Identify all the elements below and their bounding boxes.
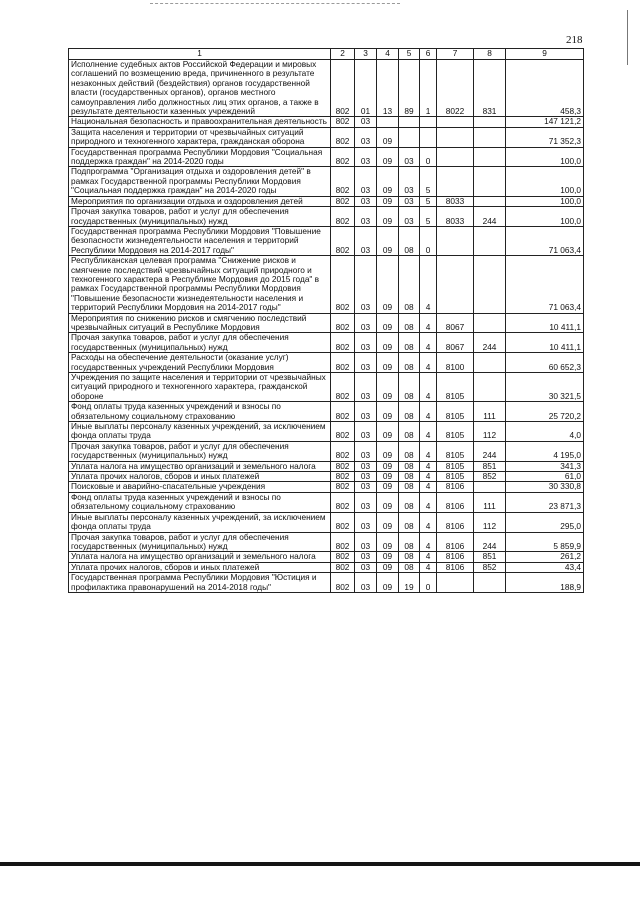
row-name-cell: Республиканская целевая программа "Снижение рисков и смягчение последствий чрезвычайных ситуаций природного и техногенного характера в Республике Мордовия до 2015 года" в рамках Государственной программы Республики Мордовия "Повышение безопасности жизнедеятельности населения и территорий Республики Мордовия на 2014-2017 годы" [69, 256, 331, 313]
row-code-cell: 03 [355, 127, 377, 147]
row-code-cell: 03 [355, 226, 377, 255]
row-name-cell: Защита населения и территории от чрезвычайных ситуаций природного и техногенного характера, гражданская оборона [69, 127, 331, 147]
row-code-cell: 03 [399, 147, 420, 167]
row-amount-cell: 30 330,8 [506, 482, 584, 492]
row-code-cell: 802 [331, 226, 355, 255]
row-code-cell [437, 127, 474, 147]
row-code-cell: 03 [399, 167, 420, 196]
column-header: 7 [437, 49, 474, 60]
row-code-cell: 08 [399, 373, 420, 402]
row-code-cell [474, 226, 506, 255]
row-code-cell [474, 147, 506, 167]
row-name-cell: Учреждения по защите населения и территории от чрезвычайных ситуаций природного и техногенного характера, гражданской обороне [69, 373, 331, 402]
row-code-cell: 802 [331, 573, 355, 593]
row-code-cell: 8022 [437, 60, 474, 117]
row-code-cell [377, 117, 399, 127]
row-code-cell: 4 [420, 472, 437, 482]
row-amount-cell: 458,3 [506, 60, 584, 117]
row-code-cell [437, 167, 474, 196]
row-code-cell: 03 [355, 402, 377, 422]
row-amount-cell: 10 411,1 [506, 333, 584, 353]
row-name-cell: Поисковые и аварийно-спасательные учреждения [69, 482, 331, 492]
row-code-cell: 03 [399, 196, 420, 206]
row-code-cell: 831 [474, 60, 506, 117]
row-code-cell: 5 [420, 196, 437, 206]
row-code-cell: 802 [331, 373, 355, 402]
row-code-cell: 112 [474, 512, 506, 532]
column-header: 4 [377, 49, 399, 60]
row-code-cell [399, 127, 420, 147]
row-code-cell [437, 256, 474, 313]
row-amount-cell: 23 871,3 [506, 492, 584, 512]
table-row [69, 461, 584, 471]
row-code-cell: 08 [399, 402, 420, 422]
row-code-cell: 09 [377, 127, 399, 147]
row-code-cell: 112 [474, 422, 506, 442]
row-code-cell: 03 [355, 147, 377, 167]
row-code-cell: 8105 [437, 441, 474, 461]
row-code-cell: 09 [377, 422, 399, 442]
row-name-cell: Уплата налога на имущество организаций и земельного налога [69, 461, 331, 471]
row-code-cell [437, 226, 474, 255]
row-name-cell: Мероприятия по организации отдыха и оздоровления детей [69, 196, 331, 206]
row-code-cell [474, 127, 506, 147]
row-code-cell: 4 [420, 532, 437, 552]
row-code-cell: 08 [399, 422, 420, 442]
row-code-cell: 802 [331, 167, 355, 196]
row-name-cell: Государственная программа Республики Мордовия "Социальная поддержка граждан" на 2014-2020 годы [69, 147, 331, 167]
row-code-cell [474, 373, 506, 402]
row-code-cell: 03 [355, 472, 377, 482]
row-code-cell [474, 256, 506, 313]
row-name-cell: Исполнение судебных актов Российской Федерации и мировых соглашений по возмещению вреда, причиненного в результате незаконных действий (бездействия) органов государственной власти (государственных органов), органов местного самоуправления либо должностных лиц этих органов, а также в результате деятельности казенных учреждений [69, 60, 331, 117]
row-amount-cell: 100,0 [506, 196, 584, 206]
row-code-cell: 03 [355, 196, 377, 206]
row-code-cell: 03 [355, 256, 377, 313]
row-code-cell: 852 [474, 562, 506, 572]
column-header: 1 [69, 49, 331, 60]
row-amount-cell: 61,0 [506, 472, 584, 482]
row-code-cell: 03 [355, 313, 377, 333]
row-code-cell: 8106 [437, 532, 474, 552]
row-code-cell: 03 [355, 573, 377, 593]
row-amount-cell: 147 121,2 [506, 117, 584, 127]
row-amount-cell: 71 063,4 [506, 256, 584, 313]
row-code-cell: 802 [331, 333, 355, 353]
scan-top-marks [150, 3, 400, 6]
row-code-cell: 03 [355, 333, 377, 353]
row-name-cell: Прочая закупка товаров, работ и услуг для обеспечения государственных (муниципальных) нужд [69, 441, 331, 461]
page-number: 218 [566, 34, 583, 46]
row-code-cell: 802 [331, 562, 355, 572]
row-code-cell: 09 [377, 256, 399, 313]
row-code-cell [420, 117, 437, 127]
row-code-cell: 8105 [437, 461, 474, 471]
table-row [69, 196, 584, 206]
row-code-cell: 8033 [437, 207, 474, 227]
row-code-cell: 09 [377, 147, 399, 167]
row-code-cell [437, 117, 474, 127]
row-amount-cell: 4 195,0 [506, 441, 584, 461]
row-code-cell: 08 [399, 353, 420, 373]
row-code-cell: 09 [377, 373, 399, 402]
row-amount-cell: 100,0 [506, 207, 584, 227]
row-code-cell: 03 [355, 167, 377, 196]
row-code-cell: 08 [399, 441, 420, 461]
row-code-cell: 03 [355, 562, 377, 572]
row-code-cell: 5 [420, 167, 437, 196]
row-code-cell: 09 [377, 552, 399, 562]
row-code-cell: 8067 [437, 333, 474, 353]
row-code-cell: 802 [331, 422, 355, 442]
row-code-cell: 8106 [437, 482, 474, 492]
row-code-cell: 03 [355, 353, 377, 373]
row-code-cell: 09 [377, 573, 399, 593]
column-number-row [69, 49, 584, 60]
table-row [69, 333, 584, 353]
row-code-cell: 802 [331, 313, 355, 333]
row-amount-cell: 100,0 [506, 147, 584, 167]
row-code-cell: 244 [474, 333, 506, 353]
row-code-cell: 4 [420, 353, 437, 373]
row-code-cell: 4 [420, 562, 437, 572]
row-code-cell: 8106 [437, 562, 474, 572]
row-code-cell: 5 [420, 207, 437, 227]
row-code-cell: 03 [355, 482, 377, 492]
row-code-cell: 852 [474, 472, 506, 482]
row-name-cell: Прочая закупка товаров, работ и услуг для обеспечения государственных (муниципальных) нужд [69, 532, 331, 552]
row-code-cell: 4 [420, 422, 437, 442]
row-code-cell [474, 313, 506, 333]
row-code-cell [474, 196, 506, 206]
table-row [69, 226, 584, 255]
row-code-cell: 08 [399, 562, 420, 572]
row-code-cell: 802 [331, 532, 355, 552]
row-code-cell: 8106 [437, 492, 474, 512]
row-code-cell: 19 [399, 573, 420, 593]
row-code-cell: 802 [331, 441, 355, 461]
row-code-cell: 08 [399, 256, 420, 313]
table-row [69, 127, 584, 147]
row-amount-cell: 43,4 [506, 562, 584, 572]
row-code-cell: 4 [420, 512, 437, 532]
row-code-cell: 09 [377, 472, 399, 482]
row-amount-cell: 341,3 [506, 461, 584, 471]
row-code-cell: 8105 [437, 472, 474, 482]
table-row [69, 313, 584, 333]
table-row [69, 492, 584, 512]
row-code-cell: 802 [331, 461, 355, 471]
row-code-cell: 802 [331, 353, 355, 373]
row-name-cell: Фонд оплаты труда казенных учреждений и взносы по обязательному социальному страхованию [69, 492, 331, 512]
row-code-cell: 09 [377, 333, 399, 353]
row-code-cell [474, 167, 506, 196]
column-header: 2 [331, 49, 355, 60]
row-code-cell: 4 [420, 482, 437, 492]
row-code-cell [474, 353, 506, 373]
column-header: 5 [399, 49, 420, 60]
row-code-cell: 08 [399, 226, 420, 255]
row-code-cell: 4 [420, 492, 437, 512]
row-name-cell: Подпрограмма "Организация отдыха и оздоровления детей" в рамках Государственной программы Республики Мордовия "Социальная поддержка граждан" на 2014-2020 годы [69, 167, 331, 196]
row-amount-cell: 100,0 [506, 167, 584, 196]
row-code-cell: 851 [474, 461, 506, 471]
row-name-cell: Уплата прочих налогов, сборов и иных платежей [69, 562, 331, 572]
row-code-cell [420, 127, 437, 147]
row-code-cell: 08 [399, 482, 420, 492]
row-code-cell [474, 482, 506, 492]
row-code-cell: 111 [474, 402, 506, 422]
row-code-cell: 09 [377, 562, 399, 572]
row-amount-cell: 5 859,9 [506, 532, 584, 552]
table-row [69, 482, 584, 492]
row-amount-cell: 71 063,4 [506, 226, 584, 255]
column-header: 9 [506, 49, 584, 60]
row-name-cell: Фонд оплаты труда казенных учреждений и взносы по обязательному социальному страхованию [69, 402, 331, 422]
table-row [69, 402, 584, 422]
row-code-cell: 802 [331, 512, 355, 532]
table-row [69, 422, 584, 442]
row-code-cell: 0 [420, 147, 437, 167]
row-name-cell: Государственная программа Республики Мордовия "Повышение безопасности жизнедеятельности населения и территорий Республики Мордовия на 2014-2017 годы" [69, 226, 331, 255]
row-code-cell: 03 [355, 207, 377, 227]
row-name-cell: Прочая закупка товаров, работ и услуг для обеспечения государственных (муниципальных) нужд [69, 207, 331, 227]
table-row [69, 207, 584, 227]
row-code-cell: 03 [355, 532, 377, 552]
row-amount-cell: 10 411,1 [506, 313, 584, 333]
row-code-cell: 09 [377, 313, 399, 333]
row-code-cell: 244 [474, 207, 506, 227]
row-code-cell: 89 [399, 60, 420, 117]
row-name-cell: Иные выплаты персоналу казенных учреждений, за исключением фонда оплаты труда [69, 512, 331, 532]
row-code-cell: 802 [331, 482, 355, 492]
row-code-cell: 09 [377, 207, 399, 227]
row-code-cell: 8100 [437, 353, 474, 373]
row-code-cell [474, 117, 506, 127]
row-code-cell: 09 [377, 402, 399, 422]
row-name-cell: Уплата налога на имущество организаций и земельного налога [69, 552, 331, 562]
column-header: 3 [355, 49, 377, 60]
row-code-cell: 4 [420, 402, 437, 422]
row-code-cell: 03 [355, 492, 377, 512]
table-row [69, 353, 584, 373]
table-row [69, 573, 584, 593]
row-code-cell: 08 [399, 492, 420, 512]
row-code-cell: 03 [355, 117, 377, 127]
row-code-cell: 09 [377, 196, 399, 206]
row-code-cell: 03 [399, 207, 420, 227]
row-code-cell: 4 [420, 256, 437, 313]
row-code-cell: 802 [331, 552, 355, 562]
row-code-cell: 111 [474, 492, 506, 512]
row-code-cell: 09 [377, 441, 399, 461]
row-amount-cell: 4,0 [506, 422, 584, 442]
table-row [69, 552, 584, 562]
row-code-cell: 4 [420, 333, 437, 353]
row-code-cell: 8105 [437, 422, 474, 442]
row-amount-cell: 60 652,3 [506, 353, 584, 373]
row-code-cell: 09 [377, 461, 399, 471]
table-row [69, 472, 584, 482]
row-code-cell: 08 [399, 461, 420, 471]
table-row [69, 256, 584, 313]
row-amount-cell: 188,9 [506, 573, 584, 593]
row-code-cell: 0 [420, 226, 437, 255]
row-code-cell: 08 [399, 313, 420, 333]
row-name-cell: Расходы на обеспечение деятельности (оказание услуг) государственных учреждений Республики Мордовия [69, 353, 331, 373]
table-row [69, 512, 584, 532]
row-code-cell: 01 [355, 60, 377, 117]
row-amount-cell: 25 720,2 [506, 402, 584, 422]
row-name-cell: Прочая закупка товаров, работ и услуг для обеспечения государственных (муниципальных) нужд [69, 333, 331, 353]
row-code-cell: 8106 [437, 552, 474, 562]
table-row [69, 147, 584, 167]
row-code-cell: 8105 [437, 373, 474, 402]
row-name-cell: Уплата прочих налогов, сборов и иных платежей [69, 472, 331, 482]
row-code-cell: 08 [399, 532, 420, 552]
row-code-cell: 802 [331, 127, 355, 147]
table-row [69, 60, 584, 117]
row-code-cell: 08 [399, 472, 420, 482]
table-row [69, 532, 584, 552]
row-code-cell: 13 [377, 60, 399, 117]
row-code-cell: 4 [420, 552, 437, 562]
row-code-cell: 03 [355, 422, 377, 442]
row-code-cell: 802 [331, 256, 355, 313]
row-code-cell: 03 [355, 441, 377, 461]
row-code-cell: 4 [420, 373, 437, 402]
row-name-cell: Государственная программа Республики Мордовия "Юстиция и профилактика правонарушений на 2014-2018 годы" [69, 573, 331, 593]
row-code-cell: 08 [399, 512, 420, 532]
row-code-cell [474, 573, 506, 593]
row-code-cell: 802 [331, 147, 355, 167]
row-code-cell: 8106 [437, 512, 474, 532]
budget-table [68, 48, 584, 593]
scan-edge-line [627, 10, 628, 65]
row-code-cell: 802 [331, 196, 355, 206]
table-row [69, 373, 584, 402]
row-code-cell: 802 [331, 472, 355, 482]
row-amount-cell: 261,2 [506, 552, 584, 562]
row-code-cell [437, 147, 474, 167]
row-code-cell: 802 [331, 207, 355, 227]
row-code-cell: 8067 [437, 313, 474, 333]
row-code-cell: 802 [331, 492, 355, 512]
row-code-cell: 802 [331, 60, 355, 117]
column-header: 8 [474, 49, 506, 60]
row-code-cell: 09 [377, 532, 399, 552]
row-code-cell: 03 [355, 512, 377, 532]
row-amount-cell: 30 321,5 [506, 373, 584, 402]
row-code-cell: 802 [331, 117, 355, 127]
row-name-cell: Национальная безопасность и правоохранительная деятельность [69, 117, 331, 127]
row-code-cell: 244 [474, 441, 506, 461]
row-code-cell: 08 [399, 333, 420, 353]
row-code-cell: 09 [377, 167, 399, 196]
row-code-cell: 8033 [437, 196, 474, 206]
row-code-cell: 08 [399, 552, 420, 562]
row-code-cell: 09 [377, 482, 399, 492]
row-amount-cell: 295,0 [506, 512, 584, 532]
row-code-cell: 03 [355, 461, 377, 471]
row-amount-cell: 71 352,3 [506, 127, 584, 147]
row-code-cell: 244 [474, 532, 506, 552]
row-code-cell: 0 [420, 573, 437, 593]
row-code-cell: 4 [420, 441, 437, 461]
table-row [69, 167, 584, 196]
row-code-cell: 03 [355, 552, 377, 562]
table-row [69, 441, 584, 461]
scan-bottom-bar [0, 862, 640, 866]
row-code-cell: 09 [377, 492, 399, 512]
table-row [69, 562, 584, 572]
row-name-cell: Иные выплаты персоналу казенных учреждений, за исключением фонда оплаты труда [69, 422, 331, 442]
row-code-cell: 851 [474, 552, 506, 562]
column-header: 6 [420, 49, 437, 60]
row-name-cell: Мероприятия по снижению рисков и смягчению последствий чрезвычайных ситуаций в Республике Мордовия [69, 313, 331, 333]
row-code-cell: 1 [420, 60, 437, 117]
row-code-cell: 09 [377, 512, 399, 532]
row-code-cell [399, 117, 420, 127]
row-code-cell: 4 [420, 461, 437, 471]
row-code-cell: 802 [331, 402, 355, 422]
row-code-cell: 09 [377, 353, 399, 373]
row-code-cell: 8105 [437, 402, 474, 422]
row-code-cell: 4 [420, 313, 437, 333]
row-code-cell: 09 [377, 226, 399, 255]
row-code-cell [437, 573, 474, 593]
row-code-cell: 03 [355, 373, 377, 402]
table-row [69, 117, 584, 127]
